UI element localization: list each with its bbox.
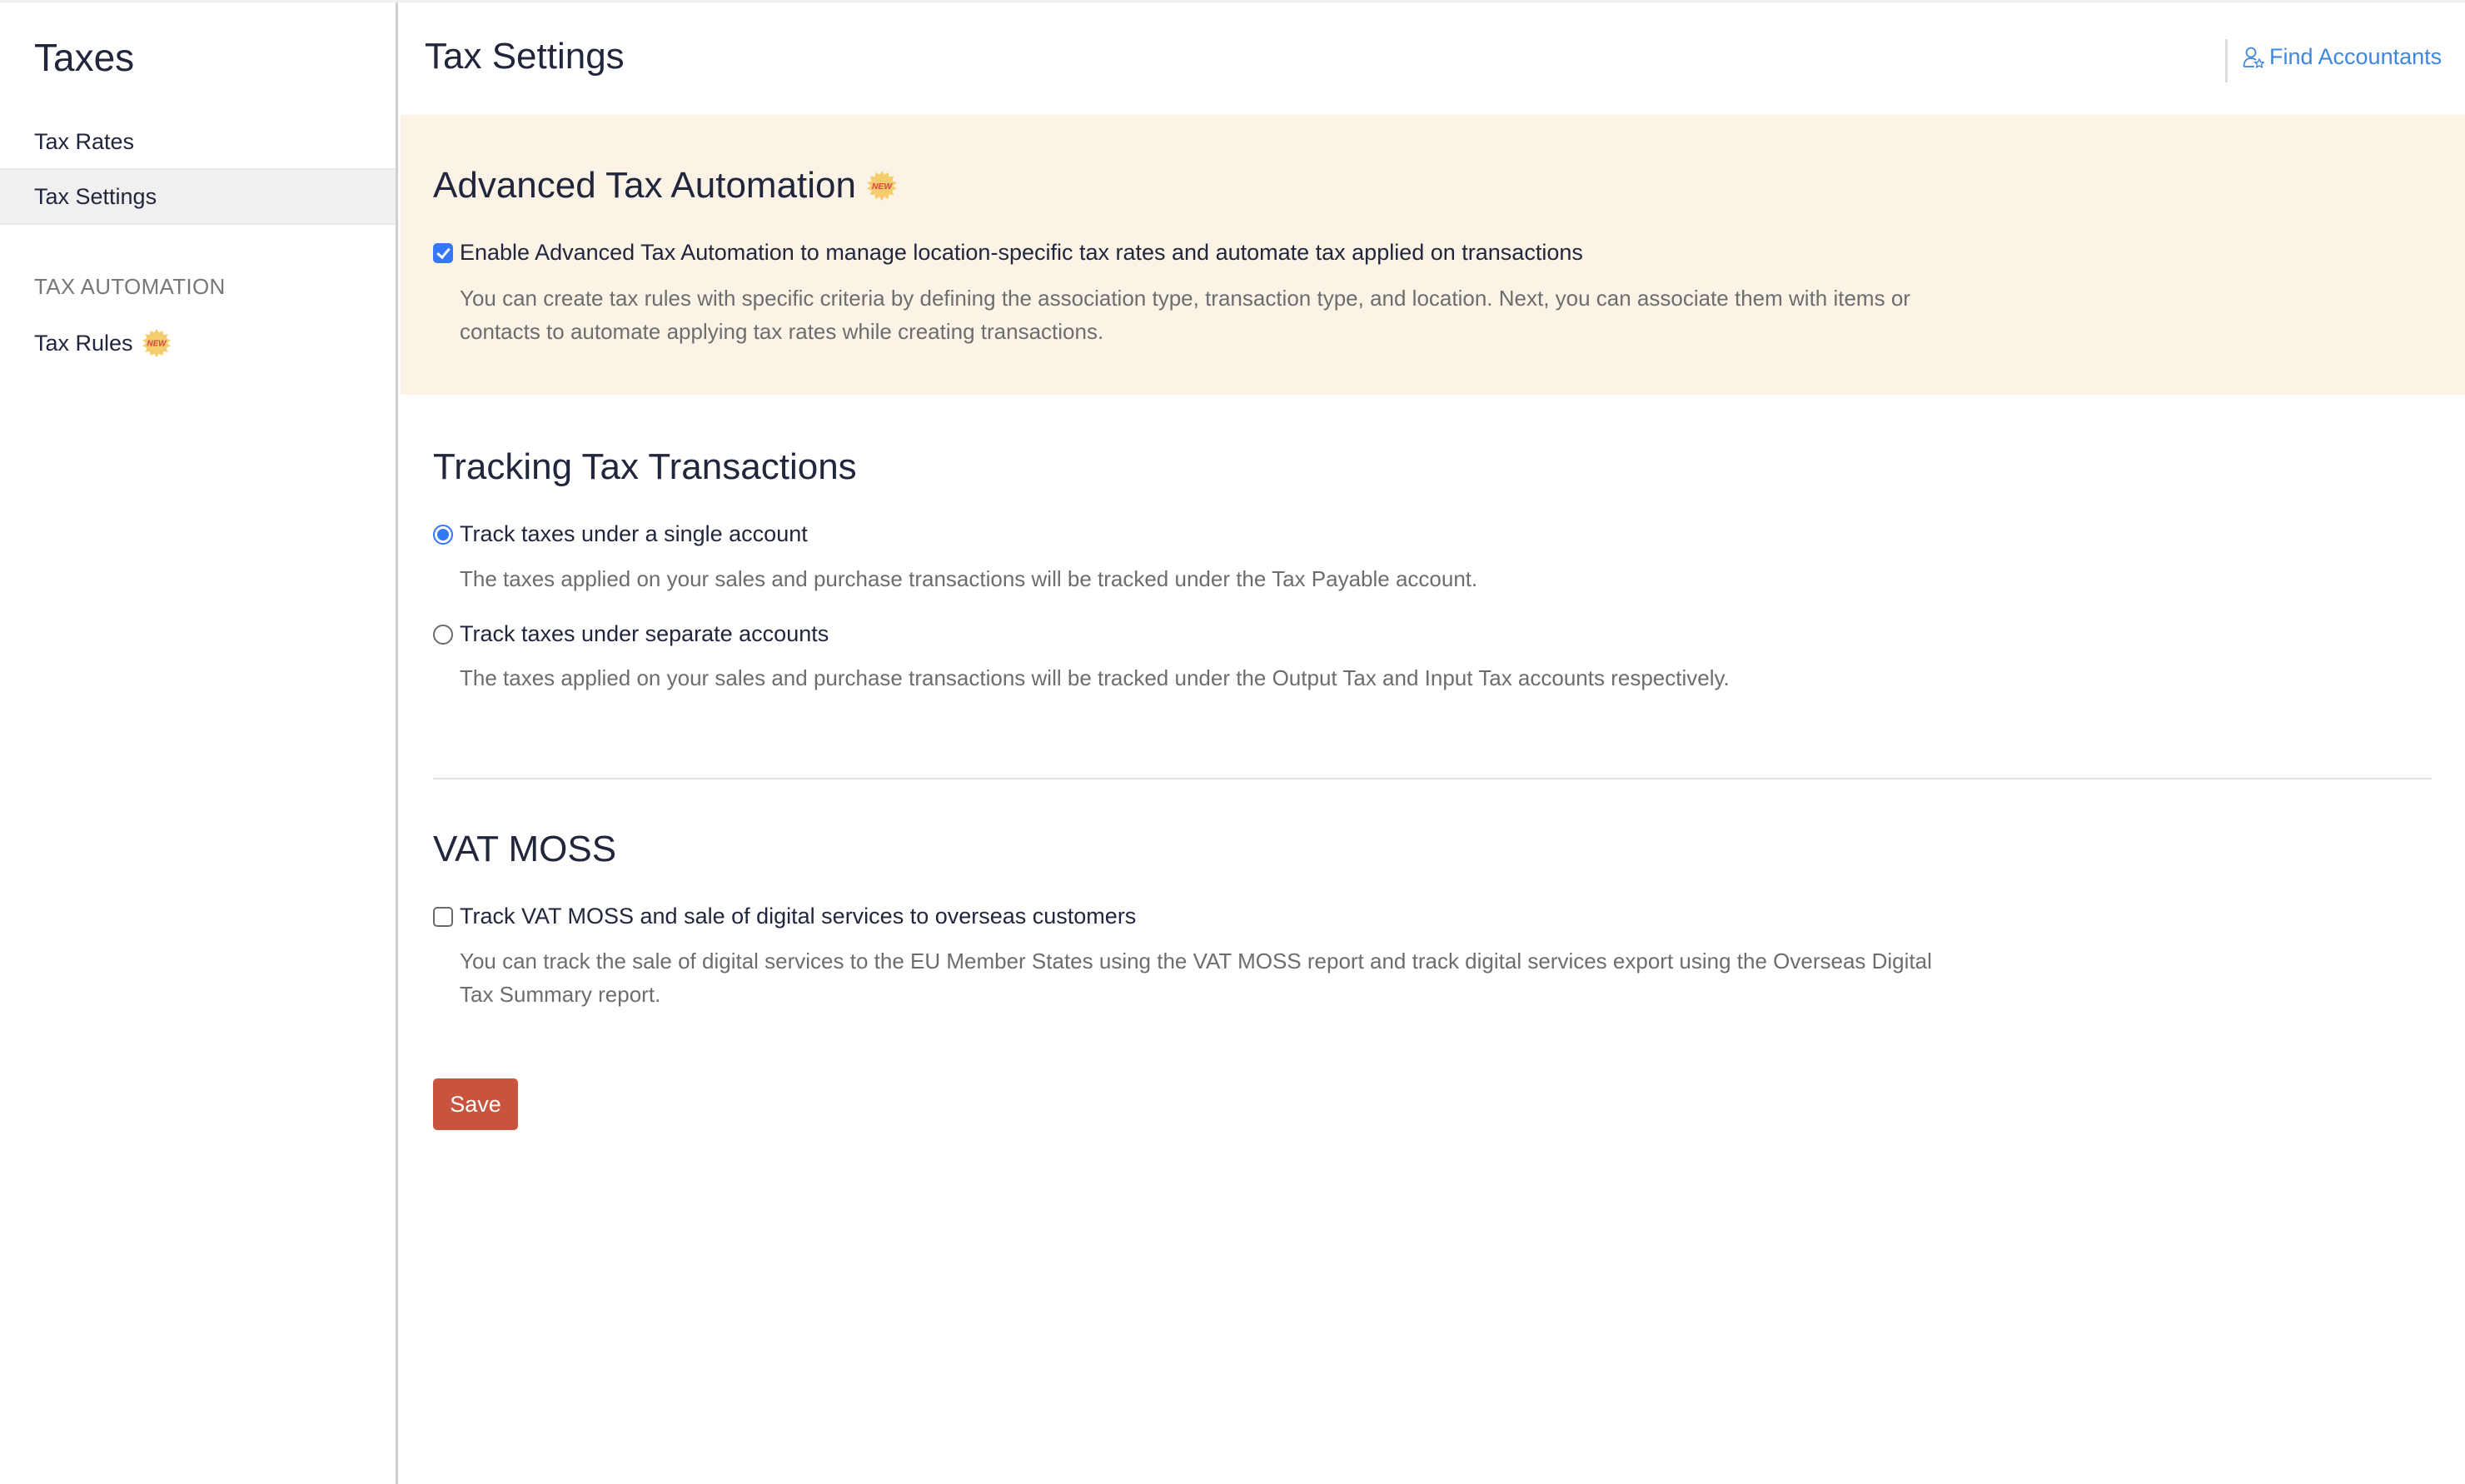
heading-text: Advanced Tax Automation: [433, 165, 856, 206]
find-accountants-link[interactable]: [2243, 44, 2442, 70]
sidebar-item-label: Tax Settings: [34, 183, 157, 209]
page-title: Tax Settings: [425, 36, 625, 77]
svg-text:NEW: NEW: [147, 339, 167, 349]
radio-label: Track taxes under separate accounts: [460, 621, 829, 646]
sidebar-item-label: Tax Rules: [34, 330, 133, 356]
sidebar-item-tax-rules[interactable]: [0, 315, 396, 371]
separate-accounts-description: The taxes applied on your sales and purchase transactions will be tracked under the Output Tax and Input Tax accounts respectively.: [460, 665, 1730, 690]
header-divider: [2225, 39, 2228, 82]
new-badge-icon: [866, 170, 898, 202]
vat-moss-description: You can track the sale of digital services to the EU Member States using the VAT MOSS report and track digital services export using the Overseas Digital Tax Summary report.: [460, 949, 1932, 1007]
single-account-radio[interactable]: [433, 525, 453, 545]
user-star-icon: [2243, 46, 2264, 69]
sidebar-item-tax-rates[interactable]: [0, 113, 396, 170]
advanced-tax-automation-description: You can create tax rules with specific criteria by defining the association type, transaction type, and location. Next, you can associate them with items or contacts to automate applying tax rates while creating transactions.: [460, 286, 1910, 344]
page-header: [401, 2, 2465, 115]
single-account-description: The taxes applied on your sales and purchase transactions will be tracked under the Tax Payable account.: [460, 566, 1478, 591]
separate-accounts-radio[interactable]: [433, 625, 453, 645]
svg-text:NEW: NEW: [871, 182, 893, 192]
advanced-tax-automation-section: [401, 115, 2465, 395]
section-divider: [433, 778, 2432, 779]
main-content: [401, 115, 2465, 1484]
sidebar-item-tax-settings[interactable]: [0, 168, 396, 225]
find-accountants-label: Find Accountants: [2269, 44, 2443, 69]
checkbox-label: Enable Advanced Tax Automation to manage location-specific tax rates and automate tax applied on transactions: [460, 240, 1583, 265]
radio-row-single-account[interactable]: [433, 521, 808, 547]
sidebar: [0, 2, 398, 1484]
radio-label: Track taxes under a single account: [460, 521, 808, 546]
new-badge-icon: [142, 328, 172, 358]
checkbox-label: Track VAT MOSS and sale of digital services to overseas customers: [460, 904, 1137, 929]
section-heading-tracking-tax-transactions: Tracking Tax Transactions: [433, 446, 857, 487]
section-heading-advanced-tax-automation: [433, 162, 898, 209]
radio-row-separate-accounts[interactable]: [433, 621, 829, 647]
enable-advanced-tax-automation-checkbox[interactable]: [433, 243, 453, 263]
vat-moss-checkbox-row[interactable]: [433, 904, 1136, 929]
sidebar-section-heading: TAX AUTOMATION: [34, 274, 226, 299]
vat-moss-checkbox[interactable]: [433, 907, 453, 927]
sidebar-item-label: Tax Rates: [34, 128, 135, 154]
section-heading-vat-moss: VAT MOSS: [433, 829, 617, 869]
enable-advanced-tax-automation-checkbox-row[interactable]: [433, 240, 1583, 266]
save-button[interactable]: Save: [433, 1078, 518, 1130]
sidebar-title: Taxes: [34, 36, 135, 79]
